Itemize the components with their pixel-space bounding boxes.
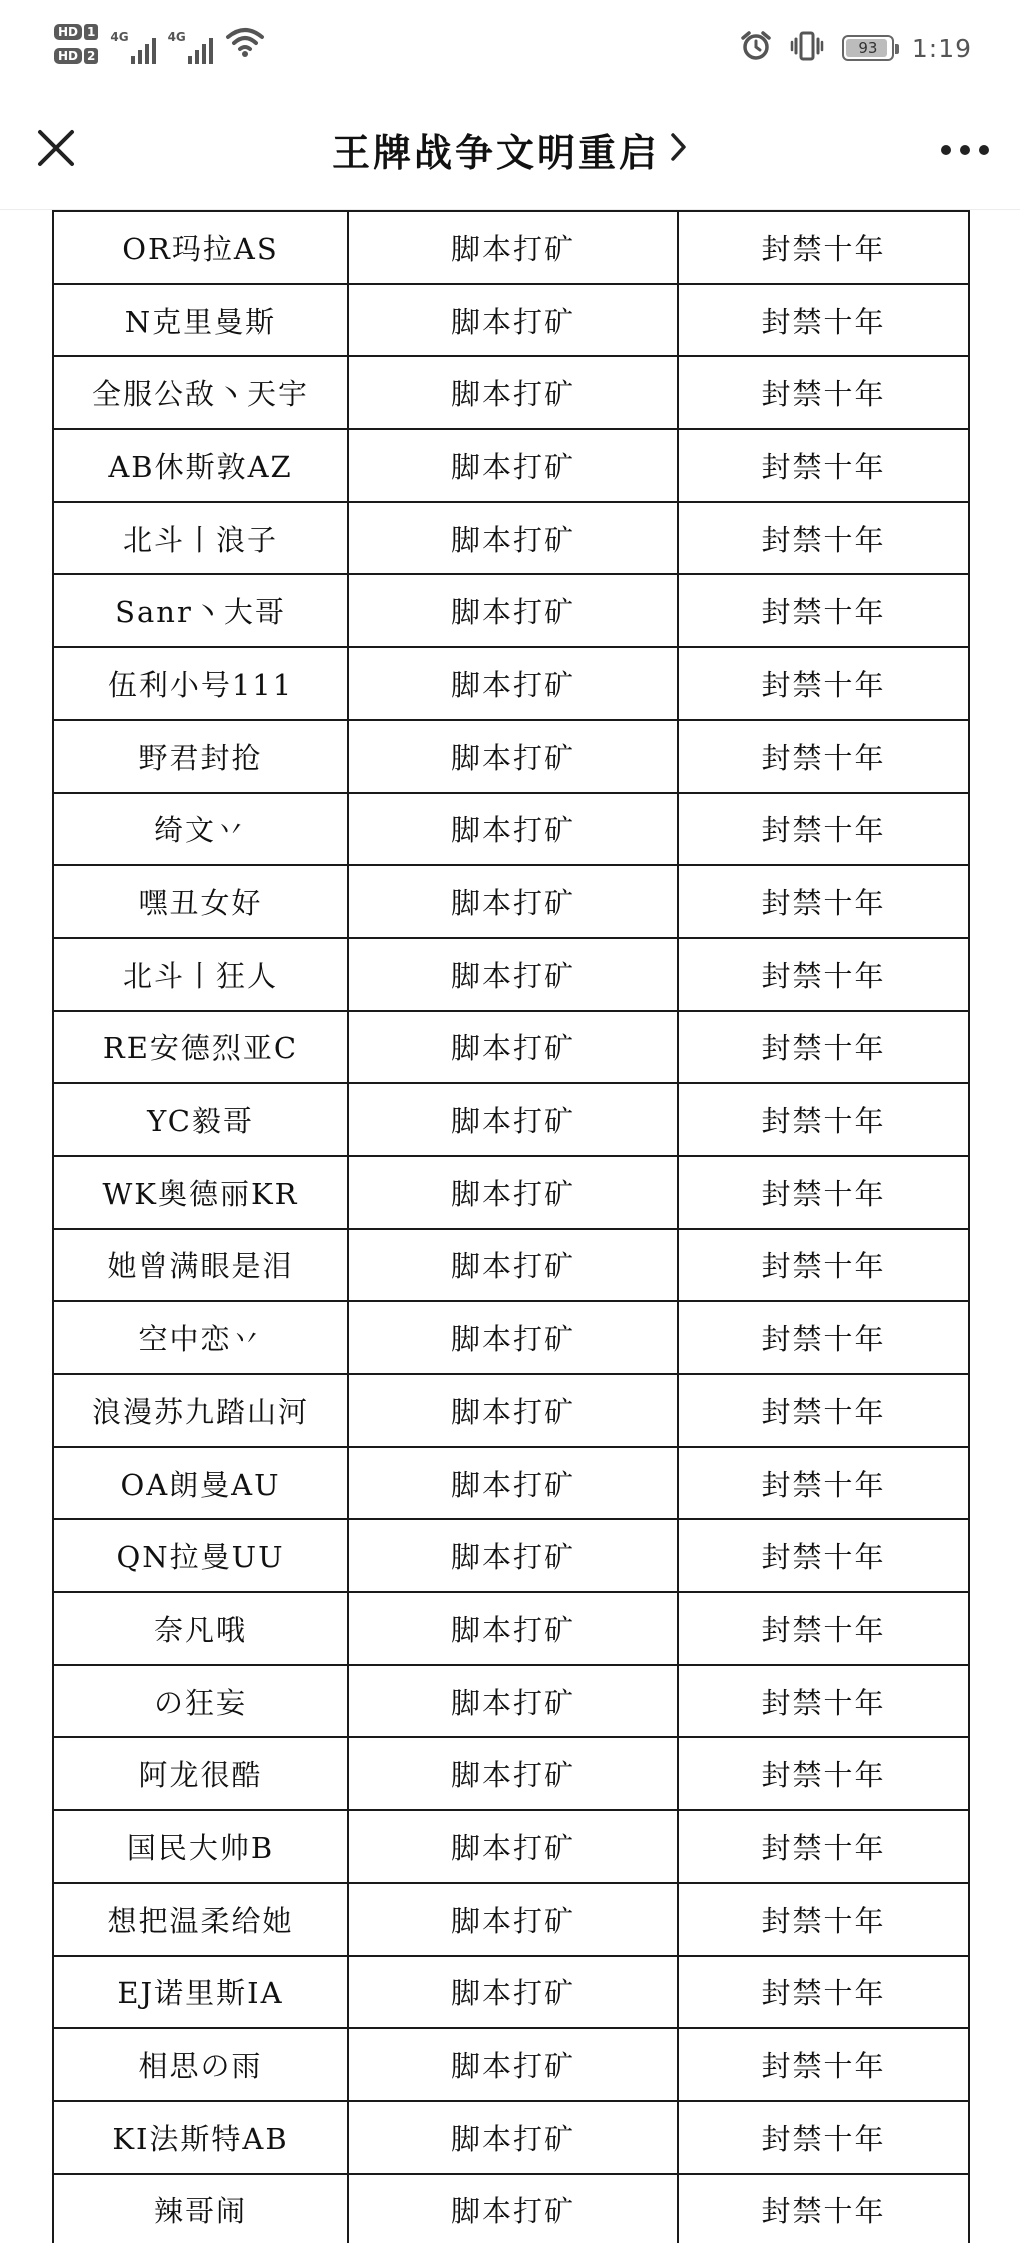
network-type-label: 4G xyxy=(110,30,129,44)
player-name-cell: 绮文丷 xyxy=(53,793,348,866)
player-name-cell: WK奥德丽KR xyxy=(53,1156,348,1229)
penalty-cell: 封禁十年 xyxy=(678,1083,969,1156)
violation-reason-cell: 脚本打矿 xyxy=(348,720,678,793)
player-name-cell: 想把温柔给她 xyxy=(53,1883,348,1956)
penalty-cell: 封禁十年 xyxy=(678,2174,969,2243)
violation-reason-cell: 脚本打矿 xyxy=(348,211,678,284)
violation-reason-cell: 脚本打矿 xyxy=(348,1665,678,1738)
table-row xyxy=(53,1956,969,2029)
player-name-cell: RE安德烈亚C xyxy=(53,1011,348,1084)
penalty-cell: 封禁十年 xyxy=(678,1883,969,1956)
penalty-cell: 封禁十年 xyxy=(678,284,969,357)
vibrate-icon xyxy=(790,30,824,66)
battery-icon xyxy=(842,35,894,61)
penalty-cell: 封禁十年 xyxy=(678,793,969,866)
violation-reason-cell: 脚本打矿 xyxy=(348,1447,678,1520)
player-name-cell: QN拉曼UU xyxy=(53,1519,348,1592)
violation-reason-cell: 脚本打矿 xyxy=(348,865,678,938)
nav-bar xyxy=(0,100,1020,210)
table-row xyxy=(53,1592,969,1665)
player-name-cell: 阿龙很酷 xyxy=(53,1737,348,1810)
status-bar xyxy=(0,0,1020,100)
player-name-cell: EJ诺里斯IA xyxy=(53,1956,348,2029)
player-name-cell: OR玛拉AS xyxy=(53,211,348,284)
player-name-cell: 浪漫苏九踏山河 xyxy=(53,1374,348,1447)
wifi-icon xyxy=(225,26,265,62)
penalty-cell: 封禁十年 xyxy=(678,2101,969,2174)
player-name-cell: 国民大帅B xyxy=(53,1810,348,1883)
table-row xyxy=(53,1810,969,1883)
table-row xyxy=(53,647,969,720)
table-row xyxy=(53,1883,969,1956)
violation-reason-cell: 脚本打矿 xyxy=(348,1810,678,1883)
violation-reason-cell: 脚本打矿 xyxy=(348,2174,678,2243)
player-name-cell: YC毅哥 xyxy=(53,1083,348,1156)
penalty-cell: 封禁十年 xyxy=(678,429,969,502)
player-name-cell: AB休斯敦AZ xyxy=(53,429,348,502)
player-name-cell: 伍利小号111 xyxy=(53,647,348,720)
violation-reason-cell: 脚本打矿 xyxy=(348,1156,678,1229)
table-row xyxy=(53,1447,969,1520)
more-button[interactable] xyxy=(930,120,1000,180)
signal-sim1 xyxy=(110,24,155,64)
status-right xyxy=(740,30,972,66)
player-name-cell: 全服公敌丶天宇 xyxy=(53,356,348,429)
sim2-badge xyxy=(54,48,98,64)
table-row xyxy=(53,356,969,429)
player-name-cell: 奈凡哦 xyxy=(53,1592,348,1665)
hd-icon: HD xyxy=(54,48,82,64)
penalty-cell: 封禁十年 xyxy=(678,1956,969,2029)
player-name-cell: の狂妄 xyxy=(53,1665,348,1738)
player-name-cell: 相思の雨 xyxy=(53,2028,348,2101)
penalty-cell: 封禁十年 xyxy=(678,865,969,938)
sim1-badge xyxy=(54,24,98,40)
table-row xyxy=(53,2174,969,2243)
table-row xyxy=(53,429,969,502)
violation-reason-cell: 脚本打矿 xyxy=(348,647,678,720)
violation-reason-cell: 脚本打矿 xyxy=(348,1737,678,1810)
violation-reason-cell: 脚本打矿 xyxy=(348,1083,678,1156)
clock: 1:19 xyxy=(911,33,972,63)
violation-reason-cell: 脚本打矿 xyxy=(348,793,678,866)
penalty-cell: 封禁十年 xyxy=(678,720,969,793)
penalty-cell: 封禁十年 xyxy=(678,574,969,647)
violation-reason-cell: 脚本打矿 xyxy=(348,938,678,1011)
sim2-number: 2 xyxy=(84,48,98,64)
violation-reason-cell: 脚本打矿 xyxy=(348,1883,678,1956)
penalty-cell: 封禁十年 xyxy=(678,356,969,429)
penalty-cell: 封禁十年 xyxy=(678,211,969,284)
penalty-cell: 封禁十年 xyxy=(678,1374,969,1447)
table-row xyxy=(53,1229,969,1302)
table-row xyxy=(53,284,969,357)
sim-indicators xyxy=(54,24,98,64)
page-title: 王牌战争文明重启 xyxy=(331,130,660,175)
table-row xyxy=(53,865,969,938)
player-name-cell: KI法斯特AB xyxy=(53,2101,348,2174)
player-name-cell: 北斗丨狂人 xyxy=(53,938,348,1011)
penalty-cell: 封禁十年 xyxy=(678,1592,969,1665)
table-row xyxy=(53,211,969,284)
player-name-cell: 嘿丑女好 xyxy=(53,865,348,938)
violation-reason-cell: 脚本打矿 xyxy=(348,2028,678,2101)
violation-reason-cell: 脚本打矿 xyxy=(348,284,678,357)
table-row xyxy=(53,1083,969,1156)
signal-sim2 xyxy=(168,24,213,64)
violation-reason-cell: 脚本打矿 xyxy=(348,1592,678,1665)
player-name-cell: 辣哥闹 xyxy=(53,2174,348,2243)
player-name-cell: N克里曼斯 xyxy=(53,284,348,357)
account-title-link[interactable] xyxy=(180,118,840,180)
table-row xyxy=(53,574,969,647)
table-row xyxy=(53,1519,969,1592)
violation-reason-cell: 脚本打矿 xyxy=(348,356,678,429)
signal-bars-icon xyxy=(131,34,156,64)
player-name-cell: OA朗曼AU xyxy=(53,1447,348,1520)
violation-reason-cell: 脚本打矿 xyxy=(348,2101,678,2174)
alarm-icon xyxy=(740,30,772,66)
player-name-cell: 北斗丨浪子 xyxy=(53,502,348,575)
penalty-cell: 封禁十年 xyxy=(678,1011,969,1084)
penalty-cell: 封禁十年 xyxy=(678,2028,969,2101)
table-row xyxy=(53,2028,969,2101)
close-button[interactable] xyxy=(26,120,86,180)
violation-reason-cell: 脚本打矿 xyxy=(348,1011,678,1084)
ban-list-body xyxy=(53,211,969,2243)
penalty-cell: 封禁十年 xyxy=(678,502,969,575)
table-row xyxy=(53,1737,969,1810)
table-row xyxy=(53,1011,969,1084)
penalty-cell: 封禁十年 xyxy=(678,1810,969,1883)
signal-bars-icon xyxy=(188,34,213,64)
table-row xyxy=(53,2101,969,2174)
penalty-cell: 封禁十年 xyxy=(678,1301,969,1374)
penalty-cell: 封禁十年 xyxy=(678,1737,969,1810)
penalty-cell: 封禁十年 xyxy=(678,1665,969,1738)
close-icon xyxy=(37,129,75,171)
chevron-right-icon xyxy=(670,132,688,166)
table-row xyxy=(53,720,969,793)
violation-reason-cell: 脚本打矿 xyxy=(348,1956,678,2029)
penalty-cell: 封禁十年 xyxy=(678,1156,969,1229)
battery-level: 93 xyxy=(858,39,878,57)
hd-icon: HD xyxy=(54,24,82,40)
table-row xyxy=(53,1156,969,1229)
player-name-cell: Sanr丶大哥 xyxy=(53,574,348,647)
sim1-number: 1 xyxy=(84,24,98,40)
table-row xyxy=(53,1374,969,1447)
penalty-cell: 封禁十年 xyxy=(678,1229,969,1302)
violation-reason-cell: 脚本打矿 xyxy=(348,1301,678,1374)
penalty-cell: 封禁十年 xyxy=(678,1447,969,1520)
penalty-cell: 封禁十年 xyxy=(678,938,969,1011)
player-name-cell: 她曾满眼是泪 xyxy=(53,1229,348,1302)
ban-list-table xyxy=(52,210,970,2243)
more-dots-icon xyxy=(940,141,990,160)
violation-reason-cell: 脚本打矿 xyxy=(348,1229,678,1302)
penalty-cell: 封禁十年 xyxy=(678,1519,969,1592)
violation-reason-cell: 脚本打矿 xyxy=(348,574,678,647)
article-content[interactable] xyxy=(0,210,1020,2243)
violation-reason-cell: 脚本打矿 xyxy=(348,1519,678,1592)
player-name-cell: 空中恋丷 xyxy=(53,1301,348,1374)
table-row xyxy=(53,938,969,1011)
violation-reason-cell: 脚本打矿 xyxy=(348,429,678,502)
status-left xyxy=(54,24,265,64)
table-row xyxy=(53,1301,969,1374)
table-row xyxy=(53,502,969,575)
penalty-cell: 封禁十年 xyxy=(678,647,969,720)
violation-reason-cell: 脚本打矿 xyxy=(348,1374,678,1447)
table-row xyxy=(53,793,969,866)
table-row xyxy=(53,1665,969,1738)
network-type-label: 4G xyxy=(167,30,186,44)
player-name-cell: 野君封抢 xyxy=(53,720,348,793)
violation-reason-cell: 脚本打矿 xyxy=(348,502,678,575)
